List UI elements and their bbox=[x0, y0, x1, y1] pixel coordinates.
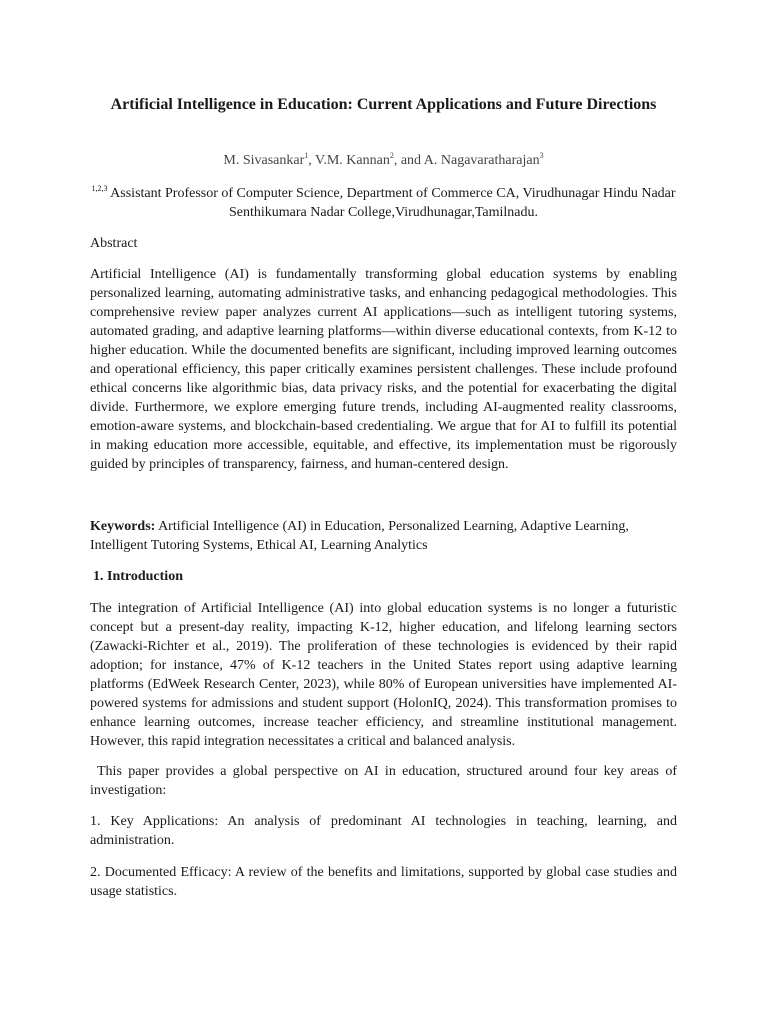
list-item: 1. Key Applications: An analysis of predominant AI technologies in teaching, learning, and administration. bbox=[90, 814, 677, 848]
author-separator: , and bbox=[393, 153, 424, 168]
keywords-text: Artificial Intelligence (AI) in Education, Personalized Learning, Adaptive Learning, Intelligent Tutoring Systems, Ethical AI, Learning Analytics bbox=[90, 519, 629, 553]
author-name: M. Sivasankar bbox=[223, 153, 305, 168]
affiliation-mark: 1,2,3 bbox=[91, 184, 108, 193]
keywords-label: Keywords: bbox=[90, 519, 156, 534]
abstract-paragraph: Artificial Intelligence (AI) is fundamentally transforming global education systems by enabling personalized learning, automating administrative tasks, and enhancing pedagogical methodologies. This comprehensive review paper analyzes current AI applications—such as intelligent tutoring systems, automated grading, and adaptive learning platforms—within diverse educational contexts, from K-12 to higher education. While the documented benefits are significant, including improved learning outcomes and operational efficiency, this paper critically examines persistent challenges. These include profound ethical concerns like algorithmic bias, data privacy risks, and the potential for exacerbating the digital divide. Furthermore, we explore emerging future trends, including AI-augmented reality classrooms, emotion-aware systems, and blockchain-based credentialing. We argue that for AI to fulfill its potential in making education more accessible, equitable, and effective, its implementation must be rigorously guided by principles of transparency, fairness, and human-centered design. bbox=[90, 267, 677, 472]
intro-paragraph: The integration of Artificial Intelligence (AI) into global education systems is no longer a futuristic concept but a present-day reality, impacting K-12, higher education, and lifelong learning sectors (Zawacki-Richter et al., 2019). The proliferation of these technologies is evidenced by their rapid adoption; for instance, 47% of K-12 teachers in the United States report using adaptive learning platforms (EdWeek Research Center, 2023), while 80% of European universities have implemented AI-powered systems for admissions and student support (HolonIQ, 2024). This transformation promises to enhance learning outcomes, increase teacher efficiency, and streamline institutional management. However, this rapid integration necessitates a critical and balanced analysis. bbox=[90, 601, 677, 749]
author-line bbox=[90, 151, 677, 171]
intro-paragraph: This paper provides a global perspective on AI in education, structured around four key areas of investigation: bbox=[90, 764, 677, 798]
author-name: V.M. Kannan bbox=[315, 153, 390, 168]
abstract-heading: Abstract bbox=[90, 236, 138, 251]
author-separator: , bbox=[308, 153, 316, 168]
section-heading-introduction: 1. Introduction bbox=[93, 569, 183, 584]
affiliation-text: Assistant Professor of Computer Science, Department of Commerce CA, Virudhunagar Hindu Nadar Senthikumara Nadar College,Virudhunagar,Tamilnadu. bbox=[110, 186, 676, 220]
author-name: A. Nagavaratharajan bbox=[423, 153, 540, 168]
keywords-line bbox=[90, 517, 677, 555]
list-item: 2. Documented Efficacy: A review of the benefits and limitations, supported by global case studies and usage statistics. bbox=[90, 865, 677, 899]
author-affiliation-mark: 2 bbox=[389, 151, 394, 160]
author-affiliation-mark: 3 bbox=[539, 151, 544, 160]
author-affiliation-mark: 1 bbox=[304, 151, 309, 160]
paper-title: Artificial Intelligence in Education: Current Applications and Future Directions bbox=[110, 96, 657, 113]
affiliation bbox=[90, 184, 677, 222]
